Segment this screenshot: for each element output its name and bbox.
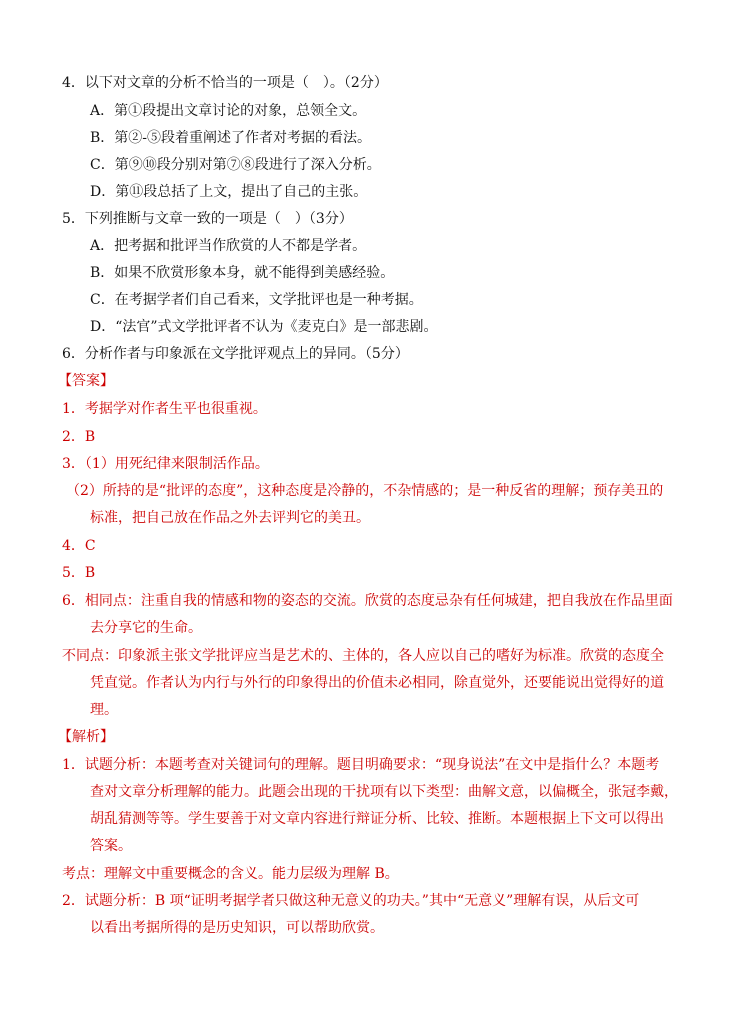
answer-line: 理。 [90,702,118,718]
answer-line: 6．相同点：注重自我的情感和物的姿态的交流。欣赏的态度忌杂有任何城建，把自我放在作品里面 [62,593,673,609]
answer-line: 1．考据学对作者生平也很重视。 [62,401,267,417]
question-4-option-a: A．第①段提出文章讨论的对象，总领全文。 [90,103,367,119]
question-5-option-a: A．把考据和批评当作欣赏的人不都是学者。 [90,238,367,254]
analysis-line: 考点：理解文中重要概念的含义。能力层级为理解 B。 [62,866,399,882]
analysis-line: 以看出考据所得的是历史知识，可以帮助欣赏。 [90,920,384,936]
analysis-line: 1．试题分析：本题考查对关键词句的理解。题目明确要求：“现身说法”在文中是指什么？本题考 [62,757,660,773]
question-5-option-c: C．在考据学者们自己看来，文学批评也是一种考据。 [90,292,423,308]
analysis-line: 胡乱猜测等等。学生要善于对文章内容进行辩证分析、比较、推断。本题根据上下文可以得出 [90,811,664,827]
analysis-line: 2．试题分析：B 项“证明考据学者只做这种无意义的功夫。”其中“无意义”理解有误，从后文可 [62,893,640,909]
answer-line: 5．B [62,565,96,581]
question-4-stem: 4．以下对文章的分析不恰当的一项是（ ）。（2分） [62,75,388,91]
answer-line: 4．C [62,538,96,554]
answer-line: 标准，把自己放在作品之外去评判它的美丑。 [90,510,370,526]
answer-line: 2．B [62,429,96,445]
question-4-option-c: C．第⑨⑩段分别对第⑦⑧段进行了深入分析。 [90,157,381,173]
answer-header: 【答案】 [58,373,114,389]
question-4-option-b: B．第②-⑤段着重阐述了作者对考据的看法。 [90,130,372,146]
answer-line: 凭直觉。作者认为内行与外行的印象得出的价值未必相同，除直觉外，还要能说出觉得好的道 [90,675,664,691]
analysis-line: 查对文章分析理解的能力。此题会出现的干扰项有以下类型：曲解文意，以偏概全，张冠李戴， [90,784,678,800]
analysis-header: 【解析】 [58,729,114,745]
answer-line: 3．（1）用死纪律来限制活作品。 [62,456,269,472]
answer-line: （2）所持的是“批评的态度”，这种态度是冷静的，不杂情感的；是一种反省的理解；预存美丑的 [66,483,664,499]
answer-line: 不同点：印象派主张文学批评应当是艺术的、主体的，各人应以自己的嗜好为标准。欣赏的态度全 [62,648,664,664]
question-5-option-b: B．如果不欣赏形象本身，就不能得到美感经验。 [90,265,395,281]
answer-line: 去分享它的生命。 [90,620,202,636]
question-5-stem: 5．下列推断与文章一致的一项是（ ）（3分） [62,211,353,227]
analysis-line: 答案。 [90,838,132,854]
question-4-option-d: D．第⑪段总括了上文，提出了自己的主张。 [90,184,368,200]
question-5-option-d: D．“法官”式文学批评者不认为《麦克白》是一部悲剧。 [90,319,438,335]
question-6-stem: 6．分析作者与印象派在文学批评观点上的异同。（5分） [62,346,409,362]
